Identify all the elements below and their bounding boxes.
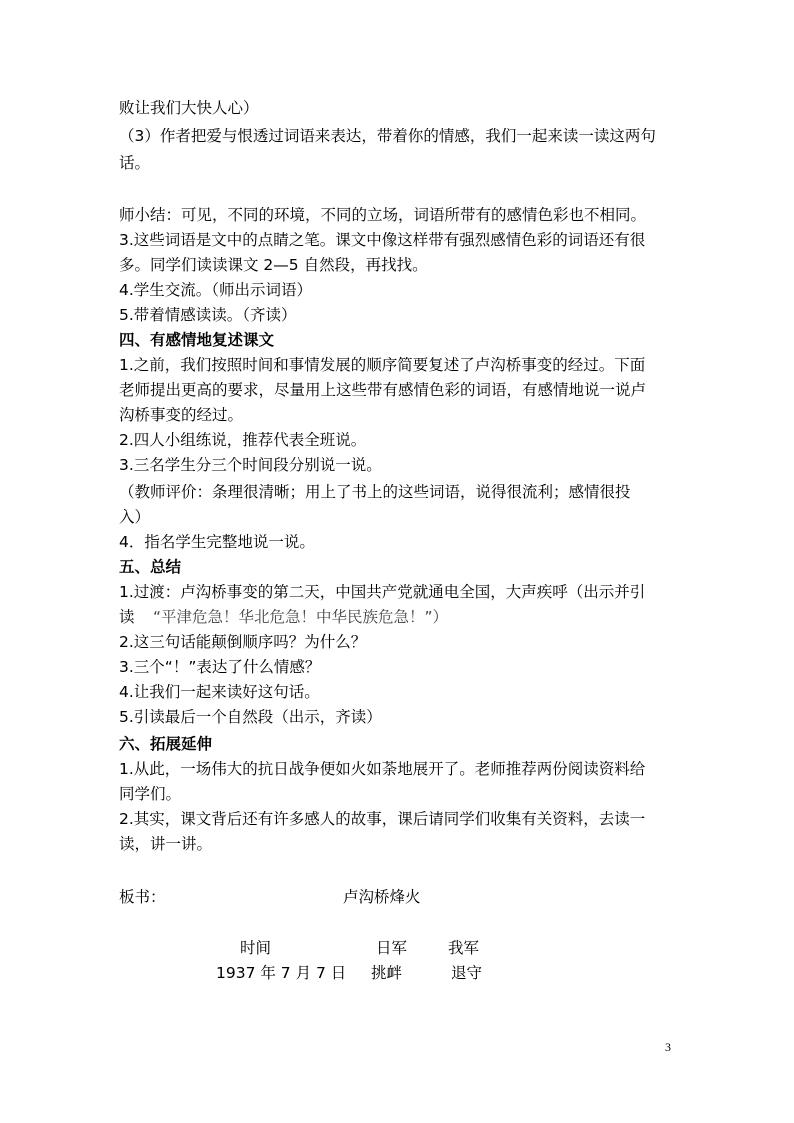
board-cell-provoke: 挑衅 <box>371 964 403 982</box>
text-line: 4.学生交流。（师出示词语） <box>119 281 313 299</box>
board-cell-date: 1937 年 7 月 7 日 <box>216 964 347 982</box>
text-line: 多。同学们读读课文 2—5 自然段，再找找。 <box>119 256 428 274</box>
text-line: 入） <box>119 508 151 526</box>
text-line: 读 <box>119 608 135 626</box>
board-header-time: 时间 <box>240 939 272 957</box>
text-line: 5.引读最后一个自然段（出示，齐读） <box>119 708 382 726</box>
page-number: 3 <box>665 1040 671 1054</box>
board-title: 卢沟桥烽火 <box>343 888 421 906</box>
text-line: （教师评价：条理很清晰；用上了书上的这些词语，说得很流利；感情很投 <box>119 483 631 501</box>
text-line: 沟桥事变的经过。 <box>119 406 244 424</box>
text-line: 师小结：可见，不同的环境，不同的立场，词语所带有的感情色彩也不相同。 <box>119 206 647 224</box>
text-line: 5.带着情感读读。（齐读） <box>119 306 297 324</box>
text-line: 3.三名学生分三个时间段分别说一说。 <box>119 456 382 474</box>
text-line: 话。 <box>119 154 151 172</box>
text-line: 同学们。 <box>119 785 182 803</box>
text-line: 1.之前，我们按照时间和事情发展的顺序简要复述了卢沟桥事变的经过。下面 <box>119 356 646 374</box>
text-line: 读，讲一讲。 <box>119 835 213 853</box>
board-header-japanese-army: 日军 <box>376 939 408 957</box>
text-line: 3.三个“！”表达了什么情感？ <box>119 658 321 676</box>
board-label: 板书： <box>119 888 166 906</box>
quoted-slogan: “平津危急！华北危急！中华民族危急！”） <box>153 608 449 626</box>
section-heading: 五、总结 <box>119 558 182 576</box>
board-header-our-army: 我军 <box>448 939 480 957</box>
text-line: 2.这三句话能颠倒顺序吗？为什么？ <box>119 633 367 651</box>
text-line: 2.其实，课文背后还有许多感人的故事，课后请同学们收集有关资料，去读一 <box>119 810 646 828</box>
board-cell-retreat: 退守 <box>451 964 483 982</box>
text-line: 1.过渡：卢沟桥事变的第二天，中国共产党就通电全国，大声疾呼（出示并引 <box>119 583 646 601</box>
text-line: 败让我们大快人心） <box>119 99 259 117</box>
text-line: 2.四人小组练说，推荐代表全班说。 <box>119 431 367 449</box>
text-line: （3）作者把爱与恨透过词语来表达，带着你的情感，我们一起来读一读这两句 <box>119 127 656 145</box>
section-heading: 四、有感情地复述课文 <box>119 331 275 349</box>
section-heading: 六、拓展延伸 <box>119 735 213 753</box>
text-line: 3.这些词语是文中的点睛之笔。课文中像这样带有强烈感情色彩的词语还有很 <box>119 231 646 249</box>
text-line: 1.从此，一场伟大的抗日战争便如火如荼地展开了。老师推荐两份阅读资料给 <box>119 760 646 778</box>
text-line: 老师提出更高的要求，尽量用上这些带有感情色彩的词语，有感情地说一说卢 <box>119 381 647 399</box>
text-line: 4．指名学生完整地说一说。 <box>119 533 315 551</box>
text-line: 4.让我们一起来读好这句话。 <box>119 683 320 701</box>
